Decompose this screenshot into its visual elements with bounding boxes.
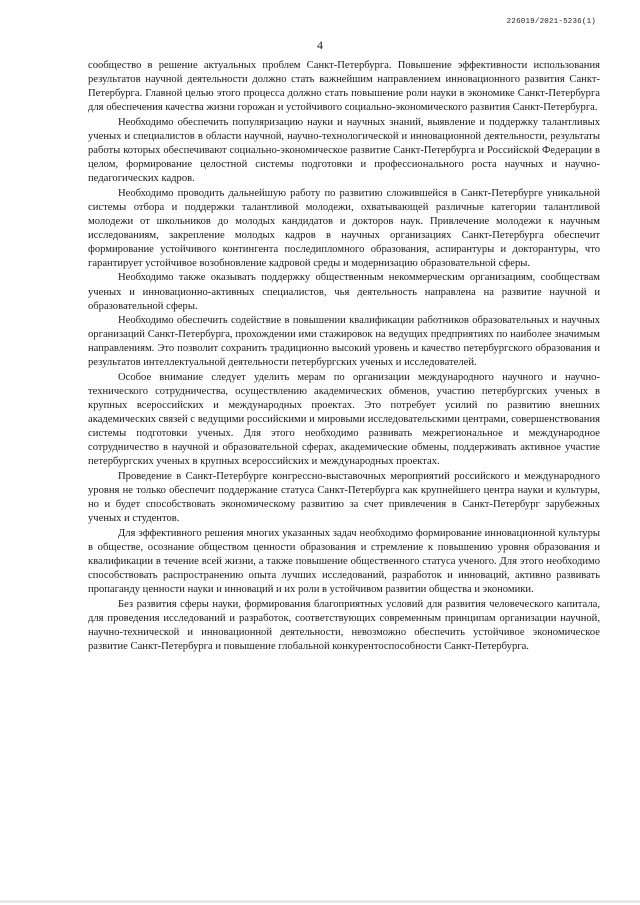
paragraph-youth-support: Необходимо проводить дальнейшую работу по развитию сложившейся в Санкт-Петербурге уникальной системы отбора и поддержки талантливой молодежи, охватывающей различные категории талантливой молодежи от школьников до молодых кандидатов и докторов наук. Привлечение молодежи к научным исследованиям, закрепление молодых кадров в научных организациях Санкт-Петербурга обеспечит формирование устойчивого контингента последипломного образования, аспирантуры и докторантуры, что гарантирует устойчивое возобновление кадровой среды и модернизацию образовательной сферы. [88,187,600,269]
paragraph-congress-events: Проведение в Санкт-Петербурге конгрессно-выставочных мероприятий российского и международного уровня не только обеспечит поддержание статуса Санкт-Петербурга как крупнейшего центра науки и культуры, но и будет способствовать экономическому развитию за счет привлечения в Санкт-Петербург зарубежных ученых и студентов. [88,470,600,525]
paragraph-innovation-culture: Для эффективного решения многих указанных задач необходимо формирование инновационной культуры в обществе, осознание обществом ценности образования и стремление к повышению уровня образования и квалификации в течение всей жизни, а также повышение общественного статуса ученого. Для этого необходимо способствовать распространению опыта лучших исследований, разработок и инноваций, активно развивать пропаганду ценности науки и инноваций и их роли в устойчивом развитии общества и экономики. [88,527,600,595]
page-number: 4 [317,38,323,52]
paragraph-conclusion: Без развития сферы науки, формирования благоприятных условий для развития человеческого капитала, для проведения исследований и разработок, соответствующих современным принципам организации научной, научно-технической и инновационной деятельности, невозможно обеспечить устойчивое экономическое развитие Санкт-Петербурга и повышение глобальной конкурентоспособности Санкт-Петербурга. [88,598,600,652]
paragraph-science-popularization: Необходимо обеспечить популяризацию науки и научных знаний, выявление и поддержку талантливых ученых и специалистов в области научной, научно-технологической и инновационной деятельности, результаты работы которых обеспечивают социально-экономическое развитие Санкт-Петербурга и Российской Федерации в целом, формирование целостной системы подготовки и профессионального роста научных и научно-педагогических кадров. [88,116,600,184]
document-registration-number: 226019/2021-5236(1) [506,18,596,26]
scan-bottom-edge [0,900,640,903]
document-body [88,59,600,654]
paragraph-continuation: сообщество в решение актуальных проблем Санкт-Петербурга. Повышение эффективности использования результатов научной деятельности должно стать важнейшим направлением инновационного развития Санкт-Петербурга. Главной целью этого процесса должно стать повышение роли науки в экономике Санкт-Петербурга для обеспечения качества жизни горожан и устойчивого социально-экономического развития Санкт-Петербурга. [88,60,600,114]
paragraph-international-cooperation: Особое внимание следует уделить мерам по организации международного научного и научно-технического сотрудничества, осуществлению академических обменов, участию петербургских ученых в крупных всероссийских и международных проектах. Это потребует усилий по развитию внешних академических связей с ведущими российскими и мировыми исследовательскими центрами, совершенствования системы подготовки ученых. Для этого необходимо развивать межрегиональное и международное сотрудничество в научной и образовательной сферах, академические обмены, поддерживать активное участие петербургских ученых в крупных всероссийских и международных проектах. [88,372,600,468]
paragraph-qualification: Необходимо обеспечить содействие в повышении квалификации работников образовательных и научных организаций Санкт-Петербурга, прохождении ими стажировок на ведущих предприятиях по наиболее значимым направлениям. Это позволит сохранить традиционно высокий уровень и качество петербургского образования и результатов интеллектуальной деятельности петербургских ученых и исследователей. [88,315,600,369]
paragraph-nonprofit-support: Необходимо также оказывать поддержку общественным некоммерческим организациям, сообществам ученых и инновационно-активных специалистов, чья деятельность направлена на развитие научной и образовательной сферы. [88,272,600,312]
